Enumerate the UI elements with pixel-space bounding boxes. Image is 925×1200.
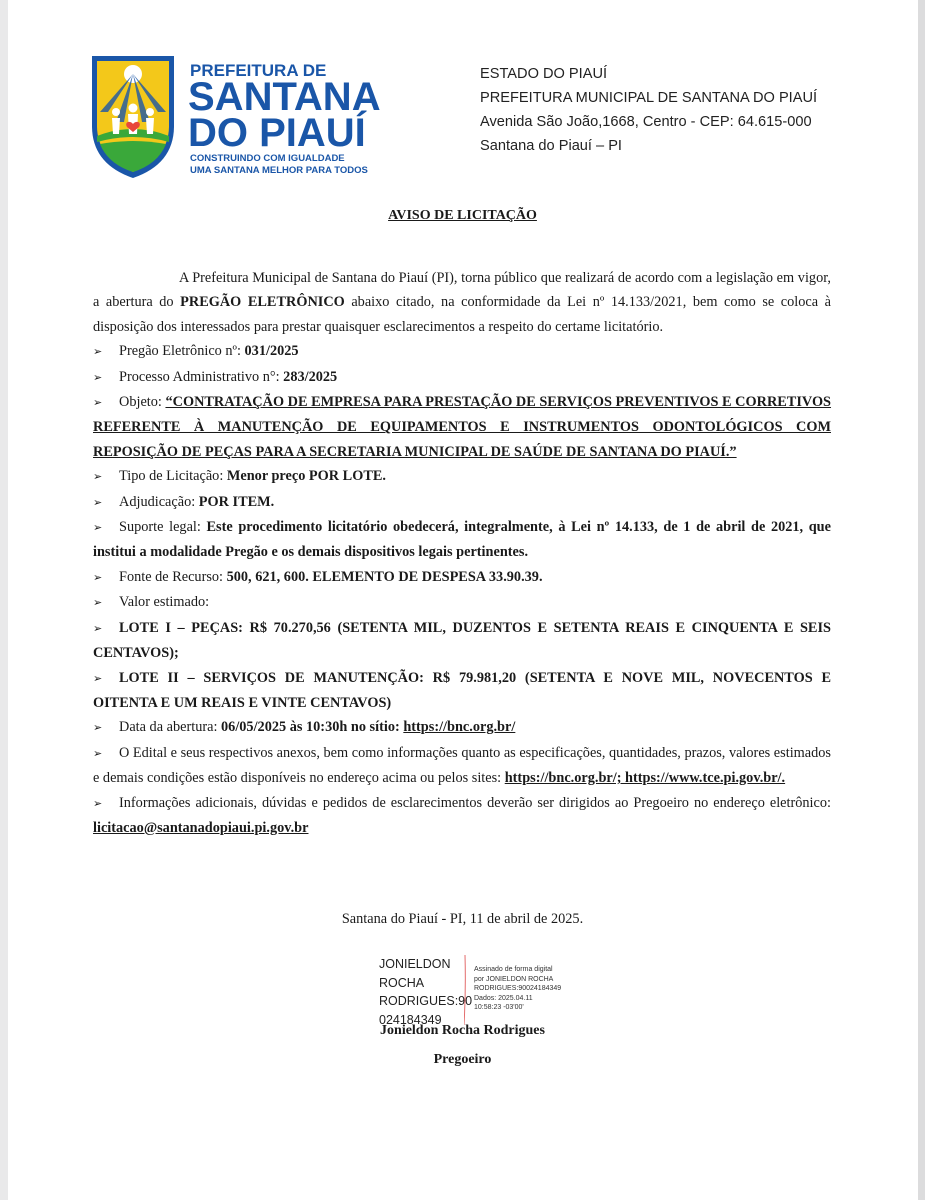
digital-signature-name: JONIELDON ROCHA RODRIGUES:90 024184349 [379, 957, 473, 1027]
arrowhead-bullet-icon: ➢ [93, 396, 103, 410]
logo-santana-text: SANTANA [188, 75, 381, 119]
logo-slogan-1: CONSTRUINDO COM IGUALDADE [190, 153, 345, 164]
item-valor-estimado: ➢ Valor estimado: [93, 590, 831, 615]
email-link[interactable]: licitacao@santanadopiaui.pi.gov.br [93, 819, 309, 836]
arrowhead-bullet-icon: ➢ [93, 570, 103, 584]
shield-emblem-icon [92, 56, 174, 178]
arrowhead-bullet-icon: ➢ [93, 470, 103, 484]
header-address: Avenida São João,1668, Centro - CEP: 64.615-000 [480, 114, 812, 130]
header-city: Santana do Piauí – PI [480, 138, 622, 154]
arrowhead-bullet-icon: ➢ [93, 746, 103, 760]
municipality-logo [86, 52, 431, 182]
signer-role: Pregoeiro [433, 1052, 492, 1067]
item-objeto: ➢ Objeto: “CONTRATAÇÃO DE EMPRESA PARA PRESTAÇÃO DE SERVIÇOS PREVENTIVOS E CORRETIVOS REFERENTE À MANUTENÇÃO DE EQUIPAMENTOS E INSTRUMENTOS ODONTOLÓGICOS COM REPOSIÇÃO DE PEÇAS PARA A SECRETARIA MUNICIPAL DE SAÚDE DE SANTANA DO PIAUÍ.” [93, 390, 831, 464]
arrowhead-bullet-icon: ➢ [93, 721, 103, 735]
digital-signature-details: Assinado de forma digital por JONIELDON ROCHA RODRIGUES:90024184349 Dados: 2025.04.11 10:58:23 -03'00' [474, 966, 562, 1011]
item-suporte-legal: ➢ Suporte legal: Este procedimento licitatório obedecerá, integralmente, à Lei nº 14.133, de 1 de abril de 2021, que institui a modalidade Pregão e os demais dispositivos legais pertinentes. [93, 515, 831, 565]
item-tipo: ➢ Tipo de Licitação: Menor preço POR LOTE. [93, 464, 831, 489]
signature-divider [464, 955, 466, 1025]
item-informacoes: ➢ Informações adicionais, dúvidas e pedidos de esclarecimentos deverão ser dirigidos ao Pregoeiro no endereço eletrônico: licitacao@santanadopiaui.pi.gov.br [93, 791, 831, 841]
logo-do-piaui-text: DO PIAUÍ [188, 111, 366, 155]
arrowhead-bullet-icon: ➢ [93, 345, 103, 359]
edital-sites-link[interactable]: https://bnc.org.br/; https://www.tce.pi.gov.br/. [504, 770, 786, 787]
item-data-abertura: ➢ Data da abertura: 06/05/2025 às 10:30h no sítio: https://bnc.org.br/ [93, 715, 831, 740]
arrowhead-bullet-icon: ➢ [93, 596, 103, 610]
signer-name: Jonieldon Rocha Rodrigues [380, 1023, 545, 1038]
notice-body [93, 266, 831, 840]
header-state: ESTADO DO PIAUÍ [480, 66, 608, 82]
item-lote-1: ➢ LOTE I – PEÇAS: R$ 70.270,56 (SETENTA MIL, DUZENTOS E SETENTA REAIS E CINQUENTA E SEIS CENTAVOS); [93, 616, 831, 666]
arrowhead-bullet-icon: ➢ [93, 521, 103, 535]
logo-slogan-2: UMA SANTANA MELHOR PARA TODOS [190, 165, 368, 176]
arrowhead-bullet-icon: ➢ [93, 796, 103, 810]
item-lote-2: ➢ LOTE II – SERVIÇOS DE MANUTENÇÃO: R$ 79.981,20 (SETENTA E NOVE MIL, NOVECENTOS E OITENTA E UM REAIS E VINTE CENTAVOS) [93, 666, 831, 716]
arrowhead-bullet-icon: ➢ [93, 621, 103, 635]
item-processo: ➢ Processo Administrativo n°: 283/2025 [93, 365, 831, 390]
item-pregao: ➢ Pregão Eletrônico nº: 031/2025 [93, 339, 831, 364]
item-fonte: ➢ Fonte de Recurso: 500, 621, 600. ELEMENTO DE DESPESA 33.90.39. [93, 565, 831, 590]
logo-prefeitura-text: PREFEITURA DE [190, 61, 327, 80]
arrowhead-bullet-icon: ➢ [93, 370, 103, 384]
arrowhead-bullet-icon: ➢ [93, 495, 103, 509]
item-edital: ➢ O Edital e seus respectivos anexos, bem como informações quanto as especificações, quantidades, prazos, valores estimados e demais condições estão disponíveis no endereço acima ou pelos sites: https://bnc.org.br/; https://www.tce.pi.gov.br/. [93, 741, 831, 791]
page-title: AVISO DE LICITAÇÃO [388, 208, 537, 223]
header-prefecture: PREFEITURA MUNICIPAL DE SANTANA DO PIAUÍ [480, 90, 818, 106]
item-adjudicacao: ➢ Adjudicação: POR ITEM. [93, 490, 831, 515]
intro-paragraph: A Prefeitura Municipal de Santana do Piauí (PI), torna público que realizará de acordo com a legislação em vigor, a abertura do PREGÃO ELETRÔNICO abaixo citado, na conformidade da Lei nº 14.133/2021, bem como se coloca à disposição dos interessados para prestar quaisquer esclarecimentos a respeito do certame licitatório. [93, 270, 831, 335]
arrowhead-bullet-icon: ➢ [93, 671, 103, 685]
page-edge [918, 0, 925, 1200]
document-header [480, 62, 817, 158]
bnc-link[interactable]: https://bnc.org.br/ [403, 719, 516, 736]
place-date: Santana do Piauí - PI, 11 de abril de 2025. [341, 911, 584, 927]
